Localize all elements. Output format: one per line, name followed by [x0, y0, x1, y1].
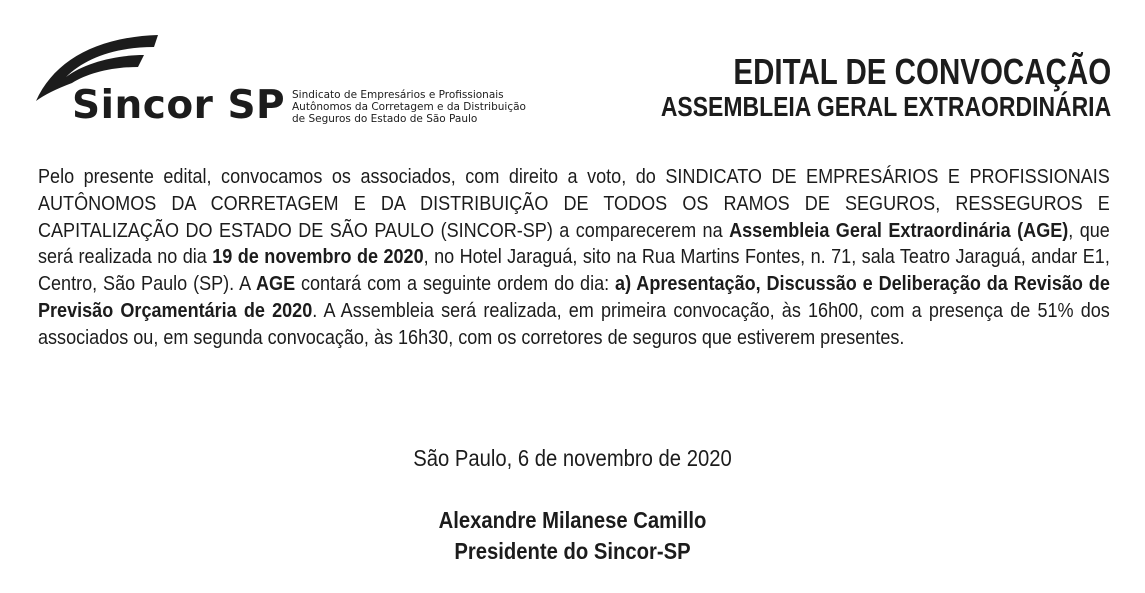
- logo-description-line: de Seguros do Estado de São Paulo: [292, 113, 478, 125]
- body-bold-segment: AGE: [256, 272, 296, 296]
- signer-name: Alexandre Milanese Camillo: [438, 507, 707, 533]
- signature-block: [69, 505, 1077, 567]
- body-text-segment: , no Hotel Jaraguá, sito na Rua Martins Fontes, n. 71, sala Teatro Jaraguá, andar E1, Centro, São Paulo (SP). A: [38, 245, 1110, 296]
- page-subtitle: ASSEMBLEIA GERAL EXTRAORDINÁRIA: [660, 91, 1111, 122]
- body-text-segment: contará com a seguinte ordem do dia:: [295, 272, 616, 296]
- logo-wordmark: Sincor SP: [72, 83, 286, 128]
- logo-description-line: Autônomos da Corretagem e da Distribuição: [292, 101, 526, 113]
- body-bold-segment: a) Apresentação, Discussão e Deliberação da Revisão de Previsão Orçamentária de 2020: [38, 272, 1110, 322]
- date-line: São Paulo, 6 de novembro de 2020: [413, 445, 732, 471]
- body-bold-segment: Assembleia Geral Extraordinária (AGE): [729, 218, 1069, 242]
- body-text-segment: , que será realizada no dia: [38, 218, 1110, 269]
- sincor-logo: [36, 33, 546, 133]
- page-title: EDITAL DE CONVOCAÇÃO: [733, 51, 1111, 92]
- body-text-segment: Pelo presente edital, convocamos os associados, com direito a voto, do SINDICATO DE EMPRESÁRIOS E PROFISSIONAIS AUTÔNOMOS DA CORRETAGEM E DA DISTRIBUIÇÃO DE TODOS OS RAMOS DE SEGUROS, RESSEGUROS E CAPITALIZAÇÃO DO ESTADO DE SÃO PAULO (SINCOR-SP) a comparecerem na: [38, 165, 1110, 242]
- logo-description: [292, 89, 526, 125]
- notice-body: [38, 164, 1110, 352]
- body-bold-segment: 19 de novembro de 2020: [212, 245, 424, 269]
- document-heading: [562, 52, 1111, 122]
- body-text-segment: . A Assembleia será realizada, em primeira convocação, às 16h00, com a presença de 51% dos associados ou, em segunda convocação, às 16h30, com os corretores de seguros que estiverem presentes.: [38, 298, 1110, 349]
- logo-description-line: Sindicato de Empresários e Profissionais: [292, 89, 504, 101]
- signer-role: Presidente do Sincor-SP: [454, 538, 691, 564]
